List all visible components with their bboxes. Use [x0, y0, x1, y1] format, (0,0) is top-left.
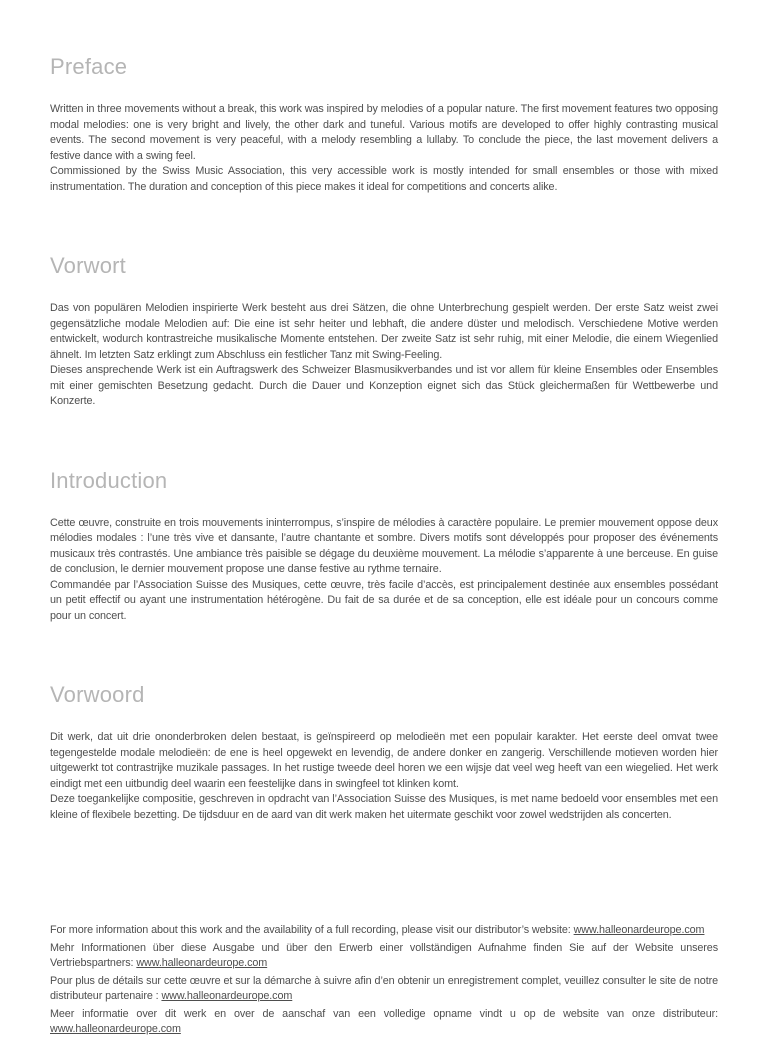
- footer-line-english: [50, 923, 718, 939]
- section-preface: [50, 54, 718, 195]
- section-introduction: [50, 468, 718, 625]
- paragraph: Dieses ansprechende Werk ist ein Auftragswerk des Schweizer Blasmusikverbandes und ist vor allem für kleine Ensembles oder Ensembles mit einer gemischten Besetzung gedacht. Durch die Dauer und Konzeption eignet sich das Stück gleichermaßen für Wettbewerbe und Konzerte.: [50, 364, 718, 407]
- distributor-website-link[interactable]: www.halleonardeurope.com: [161, 990, 293, 1002]
- section-vorwoord: [50, 682, 718, 823]
- section-body-vorwort: [50, 301, 718, 410]
- section-heading-introduction: Introduction: [50, 467, 168, 493]
- distributor-footer: [50, 923, 718, 1038]
- paragraph: Deze toegankelijke compositie, geschreven in opdracht van l’Association Suisse des Musiques, is met name bedoeld voor ensembles met een kleine of flexibele bezetting. De tijdsduur en de aard van dit werk maken het uitermate geschikt voor zowel wedstrijden als concerten.: [50, 793, 718, 821]
- footer-text: For more information about this work and the availability of a full recording, please visit our distributor’s website:: [50, 924, 574, 936]
- paragraph: Commandée par l’Association Suisse des Musiques, cette œuvre, très facile d’accès, est principalement destinée aux ensembles possédant un petit effectif ou ayant une instrumentation hétérogène. Du fait de sa durée et de sa conception, elle est idéale pour un concours comme pour un concert.: [50, 578, 718, 622]
- footer-line-german: [50, 941, 718, 972]
- section-heading-vorwoord: Vorwoord: [50, 682, 145, 707]
- paragraph: Dit werk, dat uit drie ononderbroken delen bestaat, is geïnspireerd op melodieën met een populair karakter. Het eerste deel omvat twee tegengestelde modale melodieën: de ene is heel opgewekt en levendig, de andere donker en zangerig. Verschillende motieven worden hier uitgewerkt tot contrastrijke muzikale passages. In het rustige tweede deel horen we een wijsje dat veel weg heeft van een wiegelied. Het werk eindigt met een uitbundig deel waarin een feestelijke dans in swingfeel tot klinken komt.: [50, 731, 718, 790]
- paragraph: Cette œuvre, construite en trois mouvements ininterrompus, s’inspire de mélodies à caractère populaire. Le premier mouvement oppose deux mélodies modales : l’une très vive et dansante, l’autre chantante et sombre. Divers motifs sont développés pour proposer des événements musicaux très contrastés. Une ambiance très paisible se dégage du deuxième mouvement. La mélodie s’apparente à une berceuse. En guise de conclusion, le dernier mouvement propose une danse festive au rythme ternaire.: [50, 516, 718, 575]
- paragraph: Written in three movements without a break, this work was inspired by melodies of a popular nature. The first movement features two opposing modal melodies: one is very bright and lively, the other dark and tuneful. Various motifs are developed to offer highly contrasting musical events. The second movement is very peaceful, with a melody resembling a lullaby. To conclude the piece, the last movement delivers a festive dance with a swing feel.: [50, 103, 718, 162]
- footer-text: Pour plus de détails sur cette œuvre et sur la démarche à suivre afin d’en obtenir un enregistrement complet, veuillez consulter le site de notre distributeur partenaire :: [50, 974, 718, 1002]
- distributor-website-link[interactable]: www.halleonardeurope.com: [50, 1023, 181, 1035]
- paragraph: Commissioned by the Swiss Music Association, this very accessible work is mostly intended for small ensembles or those with mixed instrumentation. The duration and conception of this piece makes it ideal for competitions and concerts alike.: [50, 165, 718, 193]
- footer-line-dutch: [50, 1007, 718, 1038]
- section-heading-vorwort: Vorwort: [50, 253, 126, 278]
- footer-line-french: [50, 974, 718, 1005]
- distributor-website-link[interactable]: www.halleonardeurope.com: [136, 957, 268, 969]
- section-body-preface: [50, 102, 718, 195]
- section-heading-preface: Preface: [50, 54, 128, 79]
- paragraph: Das von populären Melodien inspirierte Werk besteht aus drei Sätzen, die ohne Unterbrechung gespielt werden. Der erste Satz weist zwei gegensätzliche modale Melodien auf: Die eine ist sehr heiter und lebhaft, die andere düster und melodisch. Verschiedene Motive werden entwickelt, wodurch kontrastreiche musikalische Momente entstehen. Der zweite Satz ist sehr ruhig, mit einer Melodie, die einem Wiegenlied ähnelt. Im letzten Satz erklingt zum Abschluss ein festlicher Tanz mit Swing-Feeling.: [50, 302, 718, 361]
- section-body-vorwoord: [50, 730, 718, 823]
- distributor-website-link[interactable]: www.halleonardeurope.com: [573, 924, 705, 936]
- footer-text: Mehr Informationen über diese Ausgabe und über den Erwerb einer vollständigen Aufnahme finden Sie auf der Website unseres Vertriebspartners:: [50, 941, 718, 969]
- footer-text: Meer informatie over dit werk en over de aanschaf van een volledige opname vindt u op de website van onze distributeur:: [50, 1007, 718, 1020]
- section-body-introduction: [50, 516, 718, 625]
- section-vorwort: [50, 253, 718, 410]
